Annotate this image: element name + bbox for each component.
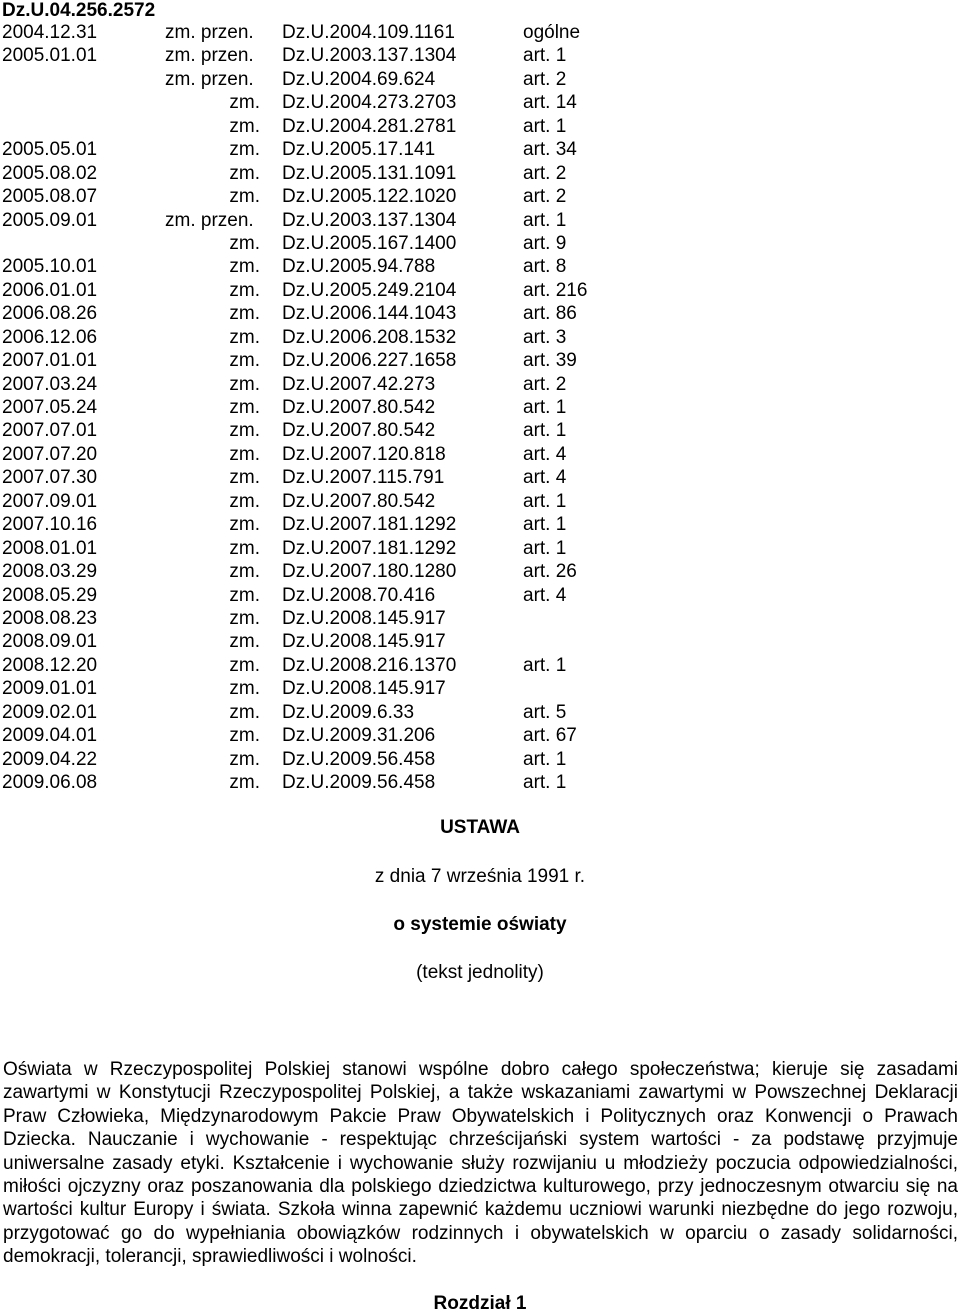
amendment-reference: Dz.U.2006.208.1532 bbox=[282, 326, 457, 348]
amendment-reference: Dz.U.2005.131.1091 bbox=[282, 162, 457, 184]
amendment-article: art. 9 bbox=[523, 232, 567, 254]
amendment-article: art. 26 bbox=[523, 561, 577, 583]
amendment-reference: Dz.U.2007.80.542 bbox=[282, 397, 436, 418]
amendment-reference: Dz.U.2007.80.542 bbox=[282, 490, 436, 512]
amendment-reference: Dz.U.2009.56.458 bbox=[282, 748, 436, 770]
amendment-type: zm. bbox=[229, 256, 260, 278]
amendment-article: art. 5 bbox=[523, 701, 567, 723]
amendment-article: art. 4 bbox=[523, 467, 567, 489]
amendment-reference: Dz.U.2007.181.1292 bbox=[282, 537, 457, 559]
amendment-reference: Dz.U.2007.181.1292 bbox=[282, 514, 457, 536]
amendment-article: art. 1 bbox=[523, 45, 567, 67]
amendment-type: zm. przen. bbox=[165, 68, 254, 90]
amendment-article: art. 1 bbox=[523, 490, 567, 512]
amendment-reference: Dz.U.2007.120.818 bbox=[282, 443, 446, 465]
amendment-type: zm. bbox=[229, 326, 260, 348]
amendment-article: art. 2 bbox=[523, 68, 567, 90]
amendment-date: 2007.03.24 bbox=[2, 373, 98, 395]
amendment-type: zm. bbox=[229, 514, 260, 536]
amendment-article: art. 1 bbox=[523, 537, 567, 559]
amendment-date: 2007.05.24 bbox=[2, 397, 98, 418]
amendment-reference: Dz.U.2007.80.542 bbox=[282, 420, 436, 442]
amendment-date: 2009.04.01 bbox=[2, 725, 98, 747]
amendment-reference: Dz.U.2005.167.1400 bbox=[282, 232, 457, 254]
amendment-reference: Dz.U.2004.281.2781 bbox=[282, 115, 457, 137]
amendment-date: 2009.01.01 bbox=[2, 678, 98, 700]
amendment-date: 2007.01.01 bbox=[2, 350, 98, 372]
amendment-date: 2006.08.26 bbox=[2, 303, 98, 325]
amendment-type: zm. bbox=[229, 561, 260, 583]
act-date: z dnia 7 września 1991 r. bbox=[374, 866, 586, 887]
amendment-date: 2007.09.01 bbox=[2, 490, 98, 512]
amendment-type: zm. bbox=[229, 607, 260, 629]
amendment-date: 2007.10.16 bbox=[2, 514, 98, 536]
amendment-date: 2008.05.29 bbox=[2, 584, 98, 606]
amendment-article: art. 1 bbox=[523, 397, 567, 418]
amendment-article: art. 1 bbox=[523, 654, 567, 676]
amendment-type: zm. bbox=[229, 537, 260, 559]
amendment-date: 2006.12.06 bbox=[2, 326, 98, 348]
amendment-type: zm. bbox=[229, 654, 260, 676]
amendment-date: 2007.07.20 bbox=[2, 443, 98, 465]
amendment-reference: Dz.U.2007.42.273 bbox=[282, 373, 436, 395]
act-subject: o systemie oświaty bbox=[393, 914, 567, 935]
amendment-type: zm. bbox=[229, 92, 260, 114]
amendment-reference: Dz.U.2006.144.1043 bbox=[282, 303, 457, 325]
amendment-date: 2009.04.22 bbox=[2, 748, 98, 770]
amendment-article: art. 2 bbox=[523, 186, 567, 208]
amendment-article: art. 1 bbox=[523, 514, 567, 536]
amendment-date: 2008.01.01 bbox=[2, 537, 98, 559]
amendment-type: zm. bbox=[229, 748, 260, 770]
amendment-reference: Dz.U.2005.249.2104 bbox=[282, 279, 457, 301]
amendment-reference: Dz.U.2007.115.791 bbox=[282, 467, 445, 489]
amendment-reference: Dz.U.2009.56.458 bbox=[282, 772, 436, 793]
amendment-reference: Dz.U.2004.69.624 bbox=[282, 68, 436, 90]
amendment-type: zm. bbox=[229, 631, 260, 653]
amendment-type: zm. bbox=[229, 725, 260, 747]
amendment-type: zm. bbox=[229, 772, 260, 793]
amendment-reference: Dz.U.2005.17.141 bbox=[282, 139, 436, 161]
amendment-date: 2008.08.23 bbox=[2, 607, 98, 629]
amendment-article: art. 67 bbox=[523, 725, 577, 747]
amendment-article: ogólne bbox=[523, 22, 581, 43]
amendment-reference: Dz.U.2007.180.1280 bbox=[282, 561, 457, 583]
amendment-date: 2008.03.29 bbox=[2, 561, 98, 583]
amendment-reference: Dz.U.2008.70.416 bbox=[282, 584, 436, 606]
amendment-article: art. 4 bbox=[523, 584, 567, 606]
amendment-date: 2005.01.01 bbox=[2, 45, 98, 67]
amendment-type: zm. bbox=[229, 443, 260, 465]
amendment-reference: Dz.U.2009.6.33 bbox=[282, 701, 415, 723]
chapter-heading: Rozdział 1 bbox=[433, 1293, 527, 1314]
document-reference: Dz.U.04.256.2572 bbox=[2, 0, 156, 21]
amendment-article: art. 34 bbox=[523, 139, 577, 161]
amendment-type: zm. bbox=[229, 467, 260, 489]
act-form-note: (tekst jednolity) bbox=[416, 962, 544, 983]
amendment-date: 2009.02.01 bbox=[2, 701, 98, 723]
amendment-type: zm. bbox=[229, 397, 260, 418]
amendment-date: 2008.09.01 bbox=[2, 631, 98, 653]
amendment-type: zm. bbox=[229, 162, 260, 184]
amendment-article: art. 1 bbox=[523, 772, 567, 793]
amendment-reference: Dz.U.2004.109.1161 bbox=[282, 22, 455, 43]
amendment-reference: Dz.U.2008.145.917 bbox=[282, 607, 446, 629]
amendment-type: zm. bbox=[229, 350, 260, 372]
amendment-article: art. 1 bbox=[523, 115, 567, 137]
amendment-article: art. 2 bbox=[523, 373, 567, 395]
amendment-type: zm. bbox=[229, 701, 260, 723]
amendment-date: 2007.07.01 bbox=[2, 420, 98, 442]
amendment-article: art. 39 bbox=[523, 350, 577, 372]
amendment-type: zm. przen. bbox=[165, 209, 254, 231]
amendment-article: art. 1 bbox=[523, 420, 567, 442]
amendment-type: zm. bbox=[229, 420, 260, 442]
amendment-article: art. 3 bbox=[523, 326, 567, 348]
amendment-type: zm. bbox=[229, 279, 260, 301]
amendment-reference: Dz.U.2008.145.917 bbox=[282, 631, 446, 653]
amendment-date: 2006.01.01 bbox=[2, 279, 98, 301]
amendment-type: zm. bbox=[229, 232, 260, 254]
amendment-type: zm. bbox=[229, 139, 260, 161]
amendment-reference: Dz.U.2005.94.788 bbox=[282, 256, 436, 278]
amendment-reference: Dz.U.2006.227.1658 bbox=[282, 350, 457, 372]
amendment-type: zm. bbox=[229, 373, 260, 395]
act-title: USTAWA bbox=[440, 817, 520, 838]
amendment-reference: Dz.U.2008.216.1370 bbox=[282, 654, 457, 676]
amendment-article: art. 1 bbox=[523, 748, 567, 770]
amendment-reference: Dz.U.2005.122.1020 bbox=[282, 186, 457, 208]
amendment-reference: Dz.U.2008.145.917 bbox=[282, 678, 446, 700]
amendment-date: 2007.07.30 bbox=[2, 467, 98, 489]
amendment-type: zm. bbox=[229, 584, 260, 606]
amendment-article: art. 4 bbox=[523, 443, 567, 465]
amendment-date: 2005.10.01 bbox=[2, 256, 98, 278]
amendment-reference: Dz.U.2003.137.1304 bbox=[282, 209, 457, 231]
amendment-type: zm. przen. bbox=[165, 45, 254, 67]
amendment-article: art. 86 bbox=[523, 303, 577, 325]
amendment-type: zm. przen. bbox=[165, 22, 254, 43]
amendment-date: 2005.08.07 bbox=[2, 186, 98, 208]
amendment-reference: Dz.U.2009.31.206 bbox=[282, 725, 436, 747]
amendment-article: art. 14 bbox=[523, 92, 577, 114]
amendment-reference: Dz.U.2003.137.1304 bbox=[282, 45, 457, 67]
amendment-article: art. 216 bbox=[523, 279, 588, 301]
preamble-paragraph: Oświata w Rzeczypospolitej Polskiej stanowi wspólne dobro całego społeczeństwa; kieruje się zasadami zawartymi w Konstytucji Rzeczypospolitej Polskiej, a także wskazaniami zawartymi w Powszechnej Deklaracji Praw Człowieka, Międzynarodowym Pakcie Praw Obywatelskich i Politycznych oraz Konwencji o Prawach Dziecka. Nauczanie i wychowanie - respektując chrześcijański system wartości - za podstawę przyjmuje uniwersalne zasady etyki. Kształcenie i wychowanie służy rozwijaniu u młodzieży poczucia odpowiedzialności, miłości ojczyzny oraz poszanowania dla polskiego dziedzictwa kulturowego, przy jednoczesnym otwarciu się na wartości kultur Europy i świata. Szkoła winna zapewnić każdemu uczniowi warunki niezbędne do jego rozwoju, przygotować go do wypełniania obowiązków rodzinnych i obywatelskich w oparciu o zasady solidarności, demokracji, tolerancji, sprawiedliwości i wolności. bbox=[3, 1059, 958, 1268]
amendment-date: 2005.08.02 bbox=[2, 162, 98, 184]
amendment-date: 2005.09.01 bbox=[2, 209, 98, 231]
amendment-article: art. 8 bbox=[523, 256, 567, 278]
amendment-reference: Dz.U.2004.273.2703 bbox=[282, 92, 457, 114]
amendment-type: zm. bbox=[229, 490, 260, 512]
amendment-type: zm. bbox=[229, 186, 260, 208]
amendment-date: 2008.12.20 bbox=[2, 654, 98, 676]
amendment-article: art. 2 bbox=[523, 162, 567, 184]
amendment-date: 2004.12.31 bbox=[2, 22, 98, 43]
amendment-type: zm. bbox=[229, 678, 260, 700]
amendment-type: zm. bbox=[229, 115, 260, 137]
amendment-date: 2005.05.01 bbox=[2, 139, 98, 161]
amendment-date: 2009.06.08 bbox=[2, 772, 98, 793]
amendment-article: art. 1 bbox=[523, 209, 567, 231]
amendment-type: zm. bbox=[229, 303, 260, 325]
